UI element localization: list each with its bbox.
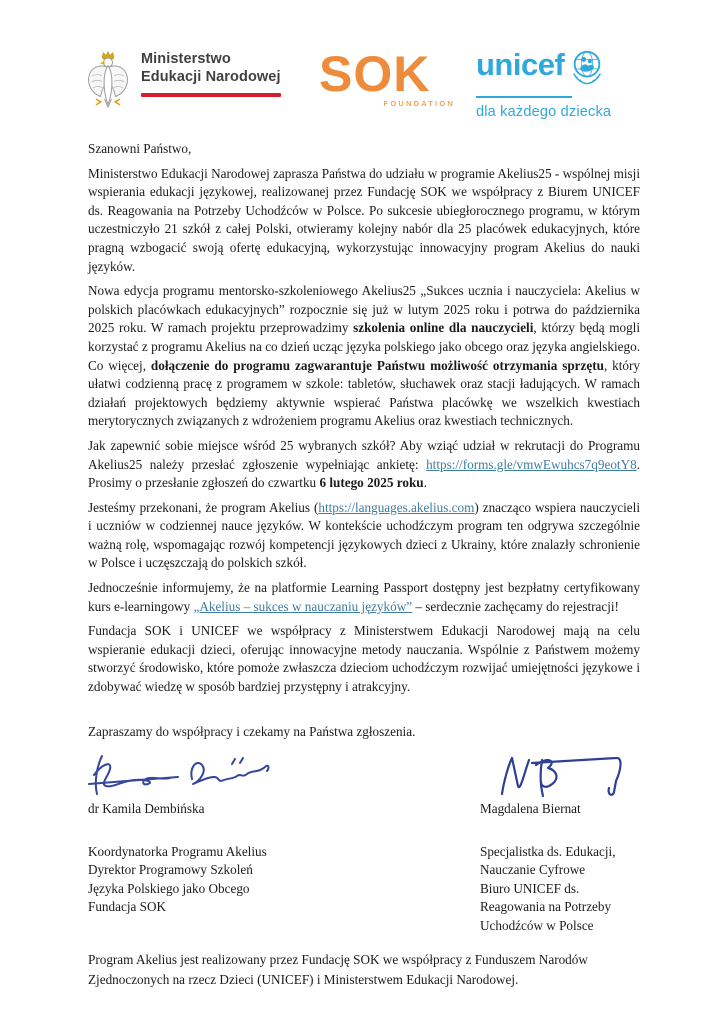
paragraph-program-details	[88, 282, 640, 431]
signatory-right-block	[480, 800, 616, 936]
signatory-right-title: Specjalistka ds. Edukacji,	[480, 843, 616, 859]
footer-note: Program Akelius jest realizowany przez Fundację SOK we współpracy z Funduszem Narodów Zjednoczonych na rzecz Dzieci (UNICEF) i Ministerstwem Edukacji Narodowej.	[88, 952, 588, 987]
sok-logo-foundation-label: FOUNDATION	[383, 99, 455, 108]
elearning-course-link[interactable]: „Akelius – sukces w nauczaniu języków”	[193, 598, 413, 614]
men-logo-line1: Ministerstwo	[141, 51, 231, 67]
paragraph-intro: Ministerstwo Edukacji Narodowej zaprasza Państwa do udziału w programie Akelius25 - wspólnej misji wspierania edukacji językowej, realizowanej przez Fundację SOK we współpracy z Biurem UNICEF ds. Reagowania na Potrzeby Uchodźców w Polsce. Po sukcesie ubiegłorocznego programu, w którym uczestniczyło 21 szkół z całej Polski, otwieramy kolejny nabór dla 25 placówek edukacyjnych, które pragną wzbogacić swoją ofertę edukacyjną, wykorzystując innowacyjny program Akelius do nauki języków.	[88, 165, 640, 274]
unicef-wordmark: unicef	[476, 47, 565, 82]
p5-text-2: – serdecznie zachęcamy do rejestracji!	[412, 598, 619, 614]
signature-ink-magdalena-biernat	[490, 748, 630, 807]
men-logo-text	[141, 50, 281, 97]
p3-text-3: .	[423, 475, 427, 491]
p2-text-2: , którzy będą mogli korzystać z programu Akelius na co dzień ucząc języka polskiego jako obcego oraz języka angielskiego. Co więcej,	[88, 320, 640, 373]
signatory-right-title: Uchodźców w Polsce	[480, 917, 594, 933]
signatory-left-title: Dyrektor Programowy Szkoleń	[88, 862, 253, 878]
signatory-right-title: Biuro UNICEF ds.	[480, 880, 580, 896]
forms-survey-link[interactable]: https://forms.gle/vmwEwuhcs7q9eotY8	[426, 456, 637, 472]
men-logo-line2: Edukacji Narodowej	[141, 69, 281, 85]
signatory-right-title: Reagowania na Potrzeby	[480, 899, 612, 915]
p2-bold-trainings: szkolenia online dla nauczycieli	[353, 320, 534, 336]
akelius-languages-link[interactable]: https://languages.akelius.com	[318, 499, 475, 515]
sok-logo	[319, 46, 457, 108]
p2-bold-equipment: dołączenie do programu zagwarantuje Państwu możliwość otrzymania sprzętu	[150, 357, 604, 373]
men-red-rule	[141, 93, 281, 97]
p2-text-3: , który ułatwi codzienną pracę z programem w szkole: tabletów, słuchawek oraz stacji ładujących. W ramach działań projektowych będziemy aktywnie wspierać Państwa placówkę we wszelkich kwestiach merytorycznych związanych z wdrożeniem programu Akelius oraz kwestiach technicznych.	[88, 357, 640, 429]
men-logo	[86, 50, 281, 113]
paragraph-elearning	[88, 579, 640, 616]
unicef-rule	[476, 96, 572, 98]
p4-text-2: ) znacząco wspiera nauczycieli i uczniów w codziennej nauce języków. W kontekście uchodźczym program ten odgrywa szczególnie ważną rolę, wspomagając rozwój kompetencji językowych dzieci z Ukrainy, które znalazły schronienie w Polsce i uczęszczają do polskich szkół.	[88, 499, 640, 571]
logo-header	[0, 44, 724, 124]
paragraph-recruitment	[88, 437, 640, 493]
p5-text-1: Jednocześnie informujemy, że na platformie Learning Passport dostępny jest bezpłatny certyfikowany kurs e-learningowy	[88, 580, 640, 614]
sok-logo-wordmark: SOK	[319, 46, 431, 102]
signatory-left-title: Fundacja SOK	[88, 899, 167, 915]
salutation: Szanowni Państwo,	[88, 141, 192, 156]
signature-ink-kamila-dembinska	[86, 750, 276, 805]
unicef-tagline: dla każdego dziecka	[476, 104, 612, 120]
closing-line: Zapraszamy do współpracy i czekamy na Państwa zgłoszenia.	[88, 723, 416, 739]
signatory-left-block	[88, 800, 267, 917]
signatory-left-name: dr Kamila Dembińska	[88, 801, 205, 816]
signatory-left-title: Koordynatorka Programu Akelius	[88, 843, 267, 859]
p4-text-1: Jesteśmy przekonani, że program Akelius (	[88, 499, 319, 515]
signatory-right-name: Magdalena Biernat	[480, 801, 581, 816]
polish-eagle-emblem-icon	[86, 50, 130, 113]
signatory-right-title: Nauczanie Cyfrowe	[480, 862, 586, 878]
p3-bold-deadline: 6 lutego 2025 roku	[319, 475, 424, 491]
paragraph-mission: Fundacja SOK i UNICEF we współpracy z Ministerstwem Edukacji Narodowej mają na celu wspieranie edukacji dzieci, oferując innowacyjne metody nauczania. Wspólnie z Państwem możemy stworzyć środowisko, które pomoże zwłaszcza dzieciom uchodźczym rozwijać umiejętności językowe i zdobywać wiedzę w sposób bardziej przystępny i atrakcyjny.	[88, 623, 640, 695]
unicef-emblem-icon	[568, 48, 606, 91]
signatory-left-title: Języka Polskiego jako Obcego	[88, 880, 250, 896]
letter-body	[88, 140, 640, 747]
paragraph-akelius-benefits	[88, 499, 640, 573]
p3-text-1: Jak zapewnić sobie miejsce wśród 25 wybranych szkół? Aby wziąć udział w rekrutacji do Programu Akelius25 należy przesłać zgłoszenie wypełniając ankietę:	[88, 437, 640, 472]
p3-text-2: . Prosimy o przesłanie zgłoszeń do czwartku	[88, 456, 640, 491]
unicef-logo	[476, 48, 652, 120]
p2-text-1: Nowa edycja programu mentorsko-szkoleniowego Akelius25 „Sukces ucznia i nauczyciela: Akelius w polskich placówkach edukacyjnych” rozpocznie się już w lutym 2025 roku i potrwa do października 2025 roku. W ramach projektu przeprowadzimy	[88, 283, 640, 336]
